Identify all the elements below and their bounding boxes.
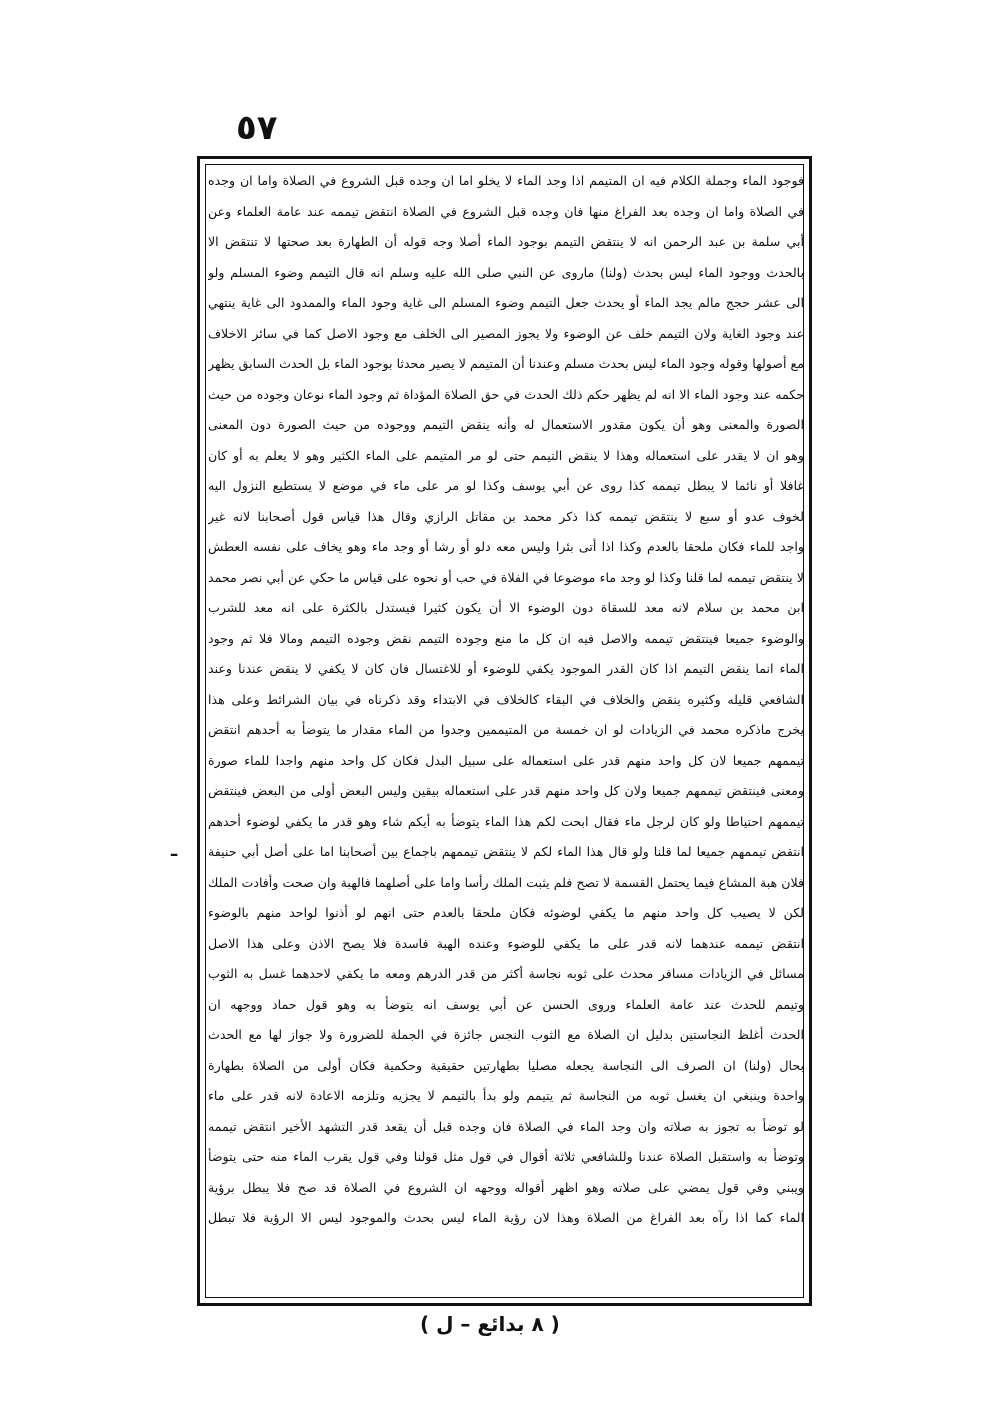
text-line: الشافعي قليله وكثيره ينقض والخلاف في البقاء كالخلاف في الابتداء وقد ذكرناه في بيان الشرائط وعلى هذا (208, 691, 804, 707)
margin-mark: ـ (171, 840, 178, 861)
text-line: مع أصولها وقوله وجود الماء ليس بحدث مسلم وعندنا أن المتيمم لا يصير محدثا بوجود الماء بل الحدث السابق يظهر (208, 356, 804, 371)
text-line: ابن محمد بن سلام لانه معد للسقاة دون الوضوء الا أن يكون كثيرا فيستدل بالكثرة على انه معد للشرب (208, 600, 804, 615)
text-line: لكن لا يصيب كل واحد منهم ما يكفي لوضوئه فكان ملحقا بالعدم حتى انهم لو أذنوا لواحد منهم بالوضوء (208, 905, 804, 920)
text-line: تيممهم احتياطا ولو كان لرجل ماء فقال ابحت لكم هذا الماء يتوضأ به أيكم شاء وهو قدر ما يكفي لوضوء أحدهم (208, 813, 804, 829)
text-line: وهو ان لا يقدر على استعماله وهذا لا ينقض التيمم حتى لو مر المتيمم على الماء الكثير وهو لا يعلم به أو كان (208, 447, 804, 463)
text-line: واحدة وينبغي ان يغسل ثوبه من النجاسة ثم يتيمم ولو بدأ بالتيمم لا يجزيه وتلزمه الاعادة لانه قدر على ماء (208, 1088, 804, 1103)
text-line: واجد للماء فكان ملحقا بالعدم وكذا اذا أتى بئرا وليس معه دلو أو رشا أو وجد ماء وهو يخاف على نفسه العطش (208, 539, 804, 554)
text-line: لخوف عدو أو سبع لا ينتقض تيممه كذا ذكر محمد بن مقاتل الرازي وقال هذا قياس قول أصحابنا لانه غير (208, 508, 804, 524)
text-line: الى عشر حجج مالم يجد الماء أو يحدث جعل التيمم وضوء المسلم الى غاية وجود الماء والممدود الى غاية ينتهي (208, 295, 804, 310)
text-line: عند وجود الغاية ولان التيمم خلف عن الوضوء ولا يجوز المصير الى الخلف مع وجود الاصل كما في سائر الاخلاف (208, 325, 804, 341)
text-line: الحدث أغلظ النجاستين بدليل ان الصلاة مع الثوب النجس جائزة في الجملة للضرورة ولا جواز لها مع الحدث (208, 1027, 804, 1042)
text-line: انتقض تيممه عندهما لانه قدر على ما يكفي للوضوء وعنده الهبة فاسدة فلا يصح الاذن وعلى هذا الاصل (208, 935, 804, 951)
text-line: أبي سلمة بن عبد الرحمن انه لا ينتقض التيمم بوجود الماء أصلا وجه قوله أن الطهارة بعد صحتها لا تنتقض الا (208, 234, 804, 249)
footer-signature: ( ٨ بدائع – ل ) (420, 1312, 560, 1336)
text-line: لا ينتقض تيممه لما قلنا وكذا لو وجد ماء موضوعا في الفلاة في حب أو نحوه على قياس ما حكي عن أبي نصر محمد (208, 569, 804, 585)
text-line (208, 1234, 804, 1265)
text-line: مسائل في الزيادات مسافر محدث على ثوبه نجاسة أكثر من قدر الدرهم ومعه ما يكفي لاحدهما غسل به الثوب (208, 966, 804, 981)
text-line: الماء كما اذا رآه بعد الفراغ من الصلاة وهذا لان رؤية الماء ليس بحدث والموجود ليس الا الرؤية فلا تبطل (208, 1210, 804, 1225)
text-line: الصورة والمعنى وهو أن يكون مقدور الاستعمال له وأنه ينقض التيمم ووجوده من حيث الصورة دون المعنى (208, 417, 804, 432)
text-line: وتيمم للحدث عند عامة العلماء وروى الحسن عن أبي يوسف انه يتوضأ به وهو قول حماد ووجهه ان (208, 996, 804, 1012)
text-line: بحال (ولنا) ان الصرف الى النجاسة يجعله مصليا بطهارتين حقيقية وحكمية فكان أولى من الصلاة بطهارة (208, 1057, 804, 1073)
text-line: ويبني وفي قول يمضي على صلاته وهو اظهر أقواله ووجهه ان الشروع في الصلاة قد صح فلا يبطل برؤية (208, 1179, 804, 1195)
text-line: تيممهم جميعا لان كل واحد منهم قدر على استعماله على سبيل البدل فكان كل واحد منهم واجدا للماء صورة (208, 752, 804, 768)
text-line: وتوضأ به واستقبل الصلاة عندنا وللشافعي ثلاثة أقوال في قول مثل قولنا وفي قول يقرب الماء منه حتى يتوضأ (208, 1149, 804, 1164)
text-line: الماء انما ينقض التيمم اذا كان القدر الموجود يكفي للوضوء أو للاغتسال فان كان لا يكفي لا ينقض عندنا وعند (208, 661, 804, 676)
text-line: فوجود الماء وجملة الكلام فيه ان المتيمم اذا وجد الماء لا يخلو اما ان وجده قبل الشروع في الصلاة واما ان وجده (208, 173, 804, 188)
text-line: غافلا أو نائما لا يبطل تيممه كذا روى عن أبي يوسف وكذا لو مر على ماء في موضع لا يستطيع النزول اليه (208, 478, 804, 493)
text-line: بالحدث ووجود الماء ليس بحدث (ولنا) ماروى عن النبي صلى الله عليه وسلم انه قال التيمم وضوء المسلم ولو (208, 264, 804, 280)
page-number: ٥٧ (236, 108, 278, 148)
body-text (208, 166, 804, 1264)
text-line: في الصلاة واما ان وجده بعد الفراغ منها فان وجده قبل الشروع في الصلاة انتقض تيممه عند عامة العلماء وعن (208, 203, 804, 219)
text-line: والوضوء جميعا فينتقض تيممه والاصل فيه ان كل ما منع وجوده التيمم نقض وجوده التيمم ومالا فلا ثم وجود (208, 630, 804, 646)
text-line: حكمه عند وجود الماء الا انه لم يظهر حكم ذلك الحدث في حق الصلاة المؤداة ثم وجود الماء نوعان وجوده من حيث (208, 386, 804, 402)
text-line: لو توضأ به تجوز به صلاته وان وجد الماء في الصلاة فان وجده قبل أن يقعد قدر التشهد الأخير انتقض تيممه (208, 1118, 804, 1134)
text-line: فلان هبة المشاع فيما يحتمل القسمة لا تصح فلم يثبت الملك رأسا واما على أصلهما فالهبة وان صحت وأفادت الملك (208, 874, 804, 890)
text-line: يخرج ماذكره محمد في الزيادات لو ان خمسة من المتيممين وجدوا من الماء مقدار ما يتوضأ به أحدهم انتقض (208, 722, 804, 737)
text-line: انتقض تيممهم جميعا لما قلنا ولو قال هذا الماء لكم لا ينتقض تيممهم باجماع بين أصحابنا اما على أصل أبي حنيفة (208, 844, 804, 859)
text-line: ومعنى فينتقض تيممهم جميعا ولان كل واحد منهم قدر على استعماله بيقين وليس البعض أولى من البعض فينتقض (208, 783, 804, 798)
